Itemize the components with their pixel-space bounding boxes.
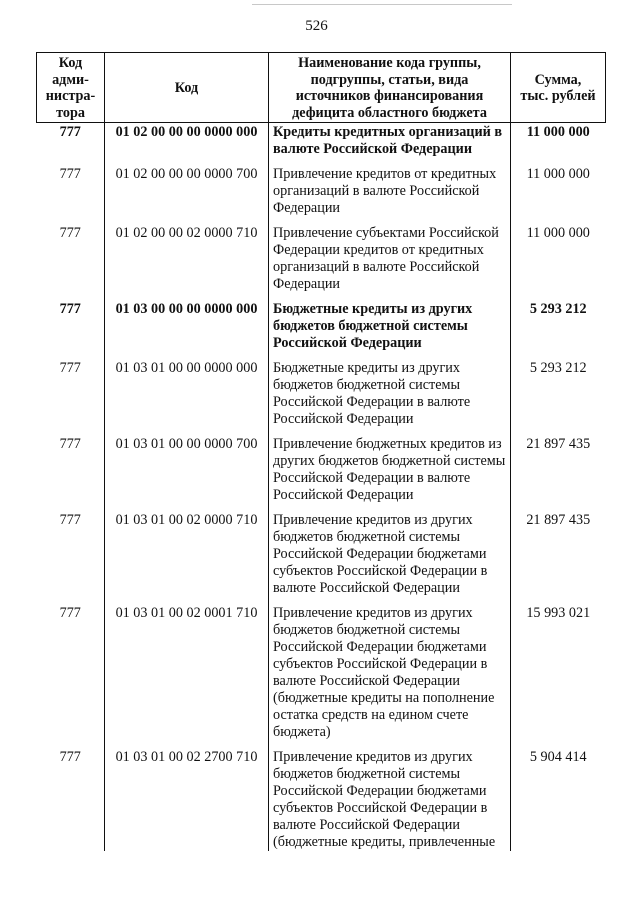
cell-name: Привлечение кредитов от кредитных организаций в валюте Российской Федерации (269, 158, 511, 217)
cell-name: Привлечение кредитов из других бюджетов бюджетной системы Российской Федерации бюджетами субъектов Российской Федерации в валюте Российской Федерации (269, 504, 511, 597)
cell-sum: 11 000 000 (526, 124, 590, 140)
cell-name: Привлечение бюджетных кредитов из других бюджетов бюджетной системы Российской Федерации в валюте Российской Федерации (269, 428, 511, 504)
cell-admin-code: 777 (37, 293, 105, 352)
header-name-line: подгруппы, статьи, вида (310, 71, 469, 88)
cell-sum: 21 897 435 (526, 436, 591, 452)
header-sum-line: тыс. рублей (520, 88, 596, 104)
cell-sum: 11 000 000 (526, 166, 590, 182)
header-admin-line: Код (58, 55, 83, 71)
cell-code: 01 03 01 00 02 0000 710 (105, 504, 269, 597)
cell-code: 01 02 00 00 00 0000 000 (105, 123, 269, 159)
cell-name: Привлечение кредитов из других бюджетов бюджетной системы Российской Федерации бюджетами субъектов Российской Федерации в валюте Российской Федерации (бюджетные кредиты на пополнение остатка средств на едином счете бюджета) (269, 597, 511, 741)
table-row (37, 217, 606, 293)
table-row (37, 293, 606, 352)
cell-sum: 5 293 212 (529, 301, 587, 317)
cell-name: Бюджетные кредиты из других бюджетов бюджетной системы Российской Федерации (269, 293, 511, 352)
financing-sources-table (36, 52, 606, 851)
header-sum-line: Сумма, (534, 71, 582, 88)
cell-code: 01 02 00 00 00 0000 700 (105, 158, 269, 217)
cell-code: 01 03 01 00 02 2700 710 (105, 741, 269, 851)
cell-name: Привлечение субъектами Российской Федерации кредитов от кредитных организаций в валюте Российской Федерации (269, 217, 511, 293)
cell-sum: 11 000 000 (526, 225, 590, 241)
cell-admin-code: 777 (37, 597, 105, 741)
cell-sum: 15 993 021 (526, 605, 591, 621)
table-row (37, 123, 606, 159)
header-admin-line: нистра- (45, 88, 96, 104)
cell-name: Бюджетные кредиты из других бюджетов бюджетной системы Российской Федерации в валюте Российской Федерации (269, 352, 511, 428)
header-name-line: Наименование кода группы, (298, 55, 481, 71)
table-row (37, 741, 606, 851)
cell-admin-code: 777 (37, 741, 105, 851)
cell-admin-code: 777 (37, 428, 105, 504)
cell-code: 01 03 00 00 00 0000 000 (105, 293, 269, 352)
header-admin-line: адми- (52, 71, 89, 88)
cell-code: 01 03 01 00 00 0000 000 (105, 352, 269, 428)
cell-admin-code: 777 (37, 158, 105, 217)
table-header (37, 53, 606, 123)
cell-sum: 21 897 435 (526, 512, 591, 528)
cell-name: Кредиты кредитных организаций в валюте Российской Федерации (269, 123, 511, 159)
header-name-line: источников финансирования (295, 88, 484, 104)
header-code (105, 53, 269, 123)
cell-code: 01 03 01 00 00 0000 700 (105, 428, 269, 504)
cell-admin-code: 777 (37, 217, 105, 293)
table-row (37, 597, 606, 741)
cell-code: 01 03 01 00 02 0001 710 (105, 597, 269, 741)
top-rule (252, 4, 512, 5)
table-row (37, 428, 606, 504)
header-admin-code (37, 53, 105, 123)
cell-admin-code: 777 (37, 504, 105, 597)
cell-sum: 5 293 212 (529, 360, 587, 376)
table-row (37, 352, 606, 428)
table-row (37, 504, 606, 597)
cell-name: Привлечение кредитов из других бюджетов бюджетной системы Российской Федерации бюджетами субъектов Российской Федерации в валюте Российской Федерации (бюджетные кредиты, привлеченные (269, 741, 511, 851)
table-body (37, 123, 606, 852)
header-name (269, 53, 511, 123)
header-name-line: дефицита областного бюджета (292, 104, 487, 121)
page-number: 526 (305, 18, 328, 34)
header-admin-line: тора (56, 104, 85, 121)
header-code-line: Код (174, 79, 199, 96)
cell-admin-code: 777 (37, 123, 105, 159)
table-row (37, 158, 606, 217)
header-sum (511, 53, 606, 123)
cell-code: 01 02 00 00 02 0000 710 (105, 217, 269, 293)
cell-sum: 5 904 414 (529, 749, 587, 765)
cell-admin-code: 777 (37, 352, 105, 428)
